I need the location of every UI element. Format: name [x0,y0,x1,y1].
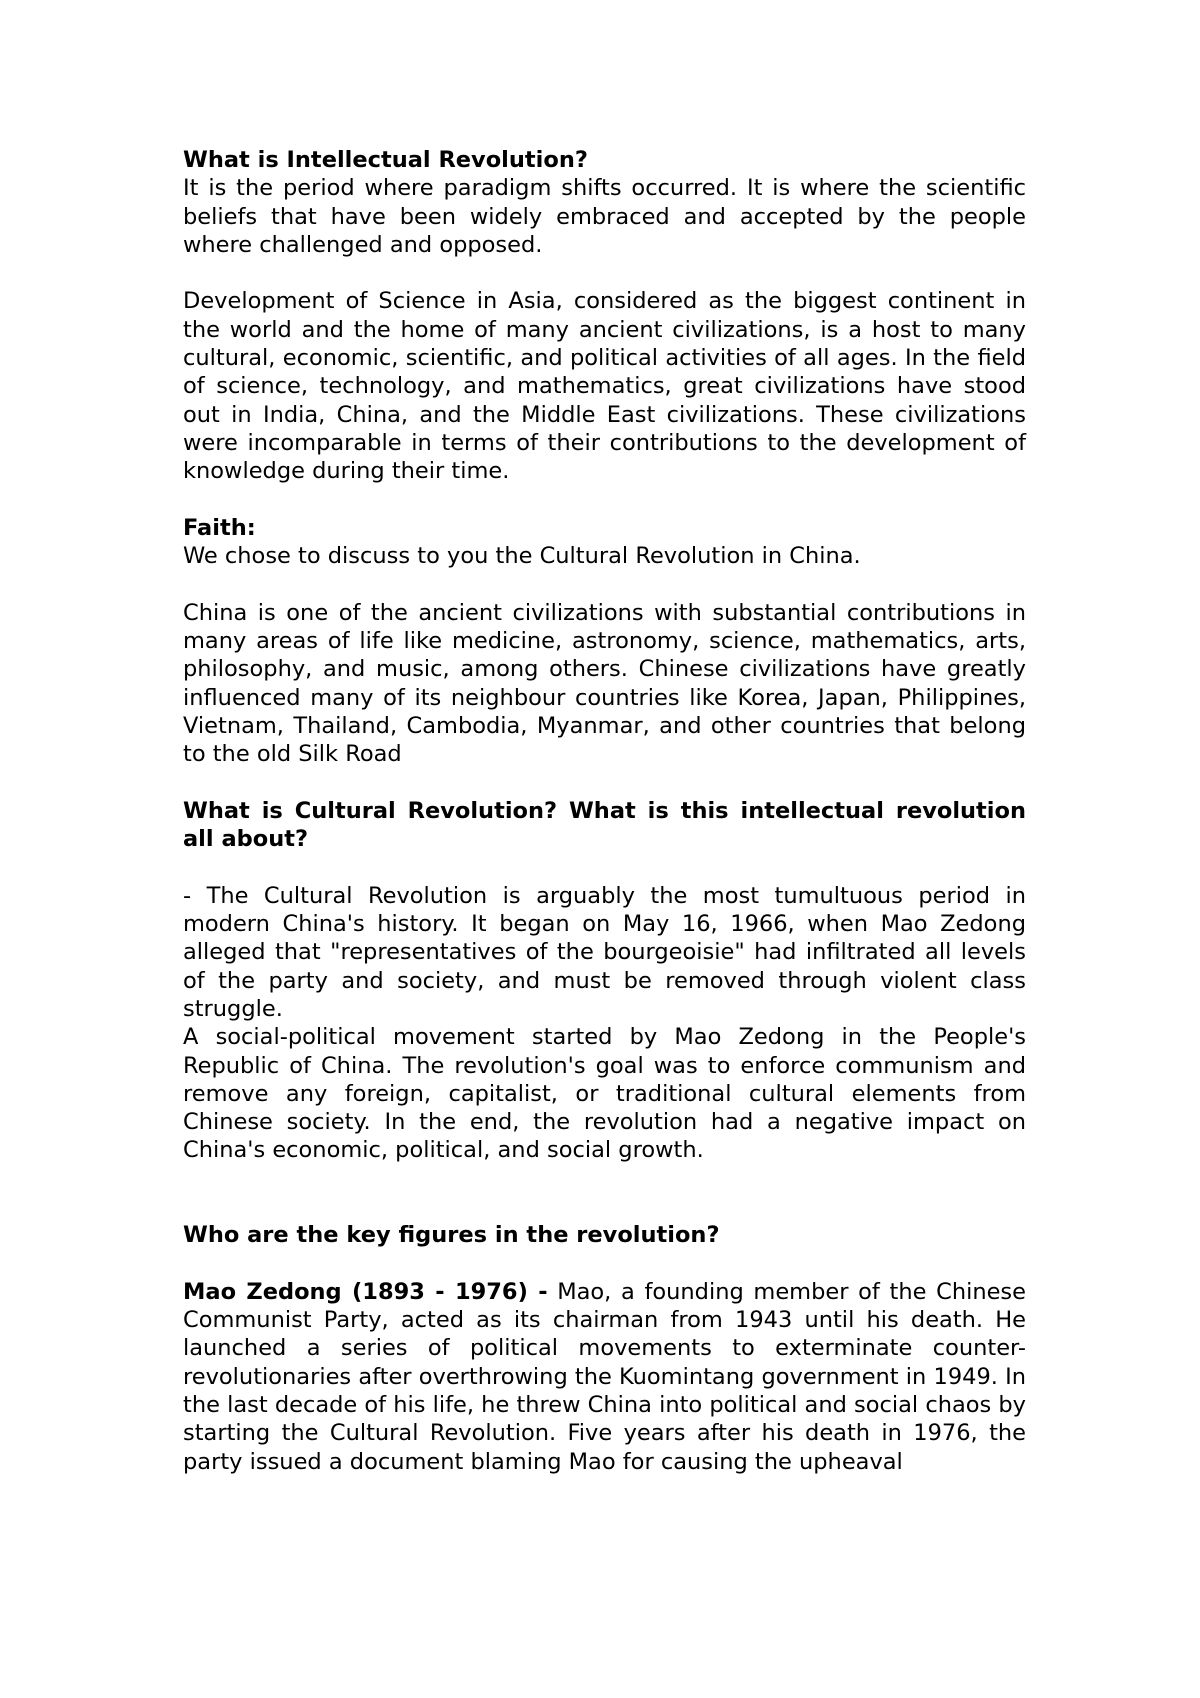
paragraph-intellectual-revolution-definition: It is the period where paradigm shifts occurred. It is where the scientific beliefs that have been widely embraced and accepted by the people where challenged and opposed. [183,175,1026,258]
paragraph-mao-zedong [183,1278,1026,1476]
paragraph-cultural-revolution-goal: A social-political movement started by Mao Zedong in the People's Republic of China. The revolution's goal was to enforce communism and remove any foreign, capitalist, or traditional cultural elements from Chinese society. In the end, the revolution had a negative impact on China's economic, political, and social growth. [183,1024,1026,1164]
section-heading-key-figures: Who are the key figures in the revolution? [183,1222,720,1249]
paragraph-spacer [183,1165,1026,1222]
paragraph-cultural-revolution-overview: - The Cultural Revolution is arguably the most tumultuous period in modern China's history. It began on May 16, 1966, when Mao Zedong alleged that "representatives of the bourgeoisie" had infiltrated all levels of the party and society, and must be removed through violent class struggle. [183,882,1026,1022]
paragraph-science-in-asia: Development of Science in Asia, considered as the biggest continent in the world and the home of many ancient civilizations, is a host to many cultural, economic, scientific, and political activities of all ages. In the field of science, technology, and mathematics, great civilizations have stood out in India, China, and the Middle East civilizations. These civilizations were incomparable in terms of their contributions to the development of knowledge during their time. [183,288,1026,485]
paragraph-spacer [183,853,1026,881]
document-body [183,146,1026,1476]
paragraph-topic-choice: We chose to discuss to you the Cultural Revolution in China. [183,543,861,570]
section-heading-intellectual-revolution: What is Intellectual Revolution? [183,147,588,173]
paragraph-spacer [183,769,1026,797]
mao-zedong-description: Mao, a founding member of the Chinese Communist Party, acted as its chairman from 1943 until his death. He launched a series of political movements to exterminate counter-revolutionaries after overthrowing the Kuomintang government in 1949. In the last decade of his life, he threw China into political and social chaos by starting the Cultural Revolution. Five years after his death in 1976, the party issued a document blaming Mao for causing the upheaval [183,1278,1026,1475]
section-heading-cultural-revolution: What is Cultural Revolution? What is this intellectual revolution all about? [183,797,1026,853]
paragraph-spacer [183,1250,1026,1278]
mao-zedong-lead: Mao Zedong (1893 - 1976) - [183,1278,548,1305]
paragraph-spacer [183,259,1026,287]
paragraph-spacer [183,486,1026,514]
paragraph-spacer [183,570,1026,598]
section-heading-faith: Faith: [183,514,256,541]
paragraph-china-civilization: China is one of the ancient civilizations with substantial contributions in many areas of life like medicine, astronomy, science, mathematics, arts, philosophy, and music, among others. Chinese civilizations have greatly influenced many of its neighbour countries like Korea, Japan, Philippines, Vietnam, Thailand, Cambodia, Myanmar, and other countries that belong to the old Silk Road [183,599,1026,768]
